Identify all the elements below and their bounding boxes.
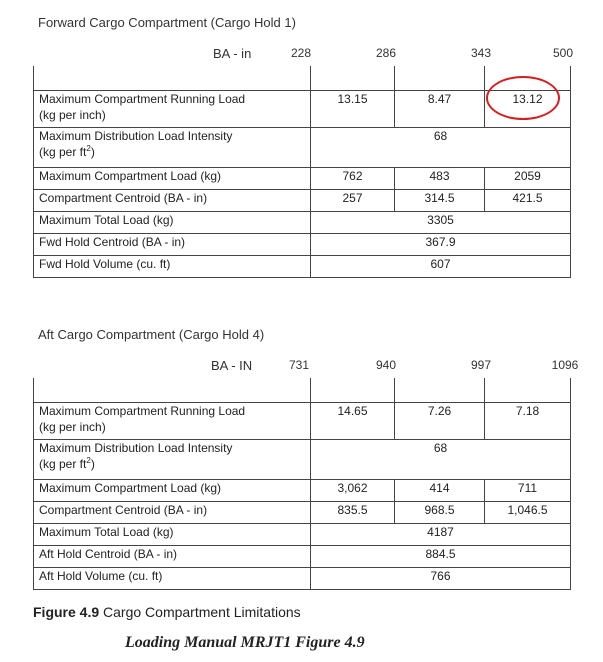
- row-label-centroid: Compartment Centroid (BA - in): [34, 189, 311, 211]
- centroid-value-1: 257: [311, 189, 395, 211]
- centroid-value-2: 314.5: [395, 189, 485, 211]
- centroid-value-1: 835.5: [311, 501, 395, 523]
- table-row: [34, 211, 571, 233]
- aft-ba-label: BA - IN: [211, 358, 253, 373]
- row-label-hold-centroid: Aft Hold Centroid (BA - in): [34, 545, 311, 567]
- centroid-value-3: 421.5: [485, 189, 571, 211]
- running-load-value-1: 13.15: [311, 90, 395, 127]
- table-row: [34, 523, 571, 545]
- row-label-hold-centroid: Fwd Hold Centroid (BA - in): [34, 233, 311, 255]
- table-row: [34, 189, 571, 211]
- forward-section-title: Forward Cargo Compartment (Cargo Hold 1): [38, 15, 296, 30]
- table-row: [34, 479, 571, 501]
- forward-ba-label: BA - in: [213, 46, 252, 61]
- table-row: [34, 501, 571, 523]
- row-label-distribution: Maximum Distribution Load Intensity (kg per $ft^2$): [34, 127, 311, 167]
- compartment-load-value-3: 711: [485, 479, 571, 501]
- row-label-hold-volume: Aft Hold Volume (cu. ft): [34, 567, 311, 589]
- aft-limits-table: [33, 378, 571, 590]
- running-load-value-2: 7.26: [395, 402, 485, 439]
- row-label-distribution: Maximum Distribution Load Intensity (kg per $ft^2$): [34, 439, 311, 479]
- header-spacer: [34, 378, 311, 402]
- compartment-load-value-1: 762: [311, 167, 395, 189]
- total-load-value: 3305: [311, 211, 571, 233]
- row-label-compartment-load: Maximum Compartment Load (kg): [34, 167, 311, 189]
- table-row: [34, 402, 571, 439]
- row-label-running-load: Maximum Compartment Running Load (kg per inch): [34, 402, 311, 439]
- running-load-value-2: 8.47: [395, 90, 485, 127]
- total-load-value: 4187: [311, 523, 571, 545]
- table-row: [34, 439, 571, 479]
- header-spacer: [311, 378, 395, 402]
- distribution-value: 68: [311, 439, 571, 479]
- running-load-value-3: 13.12: [485, 90, 571, 127]
- aft-station-2: 940: [375, 358, 397, 372]
- row-label-running-load: Maximum Compartment Running Load (kg per inch): [34, 90, 311, 127]
- row-label-compartment-load: Maximum Compartment Load (kg): [34, 479, 311, 501]
- centroid-value-3: 1,046.5: [485, 501, 571, 523]
- hold-centroid-value: 367.9: [311, 233, 571, 255]
- hold-volume-value: 766: [311, 567, 571, 589]
- row-label-total-load: Maximum Total Load (kg): [34, 523, 311, 545]
- table-row: [34, 233, 571, 255]
- figure-caption: [33, 604, 301, 620]
- aft-section-title: Aft Cargo Compartment (Cargo Hold 4): [38, 327, 265, 342]
- row-label-hold-volume: Fwd Hold Volume (cu. ft): [34, 255, 311, 277]
- aft-station-1: 731: [288, 358, 310, 372]
- header-spacer: [311, 66, 395, 90]
- compartment-load-value-2: 483: [395, 167, 485, 189]
- compartment-load-value-2: 414: [395, 479, 485, 501]
- running-load-value-1: 14.65: [311, 402, 395, 439]
- aft-station-3: 997: [470, 358, 492, 372]
- highlight-circle: [486, 76, 560, 120]
- header-spacer: [395, 378, 485, 402]
- hold-centroid-value: 884.5: [311, 545, 571, 567]
- figure-number: Figure 4.9: [33, 604, 100, 620]
- running-load-value-3: 7.18: [485, 402, 571, 439]
- forward-station-4: 500: [552, 46, 574, 60]
- table-row: [34, 545, 571, 567]
- header-spacer: [34, 66, 311, 90]
- table-row: [34, 567, 571, 589]
- header-spacer: [395, 66, 485, 90]
- table-row: [34, 255, 571, 277]
- compartment-load-value-3: 2059: [485, 167, 571, 189]
- centroid-value-2: 968.5: [395, 501, 485, 523]
- source-caption: Loading Manual MRJT1 Figure 4.9: [125, 634, 365, 651]
- compartment-load-value-1: 3,062: [311, 479, 395, 501]
- row-label-total-load: Maximum Total Load (kg): [34, 211, 311, 233]
- header-spacer: [485, 378, 571, 402]
- hold-volume-value: 607: [311, 255, 571, 277]
- aft-station-4: 1096: [551, 358, 579, 372]
- table-row: [34, 167, 571, 189]
- row-label-centroid: Compartment Centroid (BA - in): [34, 501, 311, 523]
- forward-station-2: 286: [375, 46, 397, 60]
- forward-station-3: 343: [470, 46, 492, 60]
- table-row: [34, 127, 571, 167]
- forward-station-1: 228: [290, 46, 312, 60]
- figure-title: Cargo Compartment Limitations: [103, 604, 301, 620]
- distribution-value: 68: [311, 127, 571, 167]
